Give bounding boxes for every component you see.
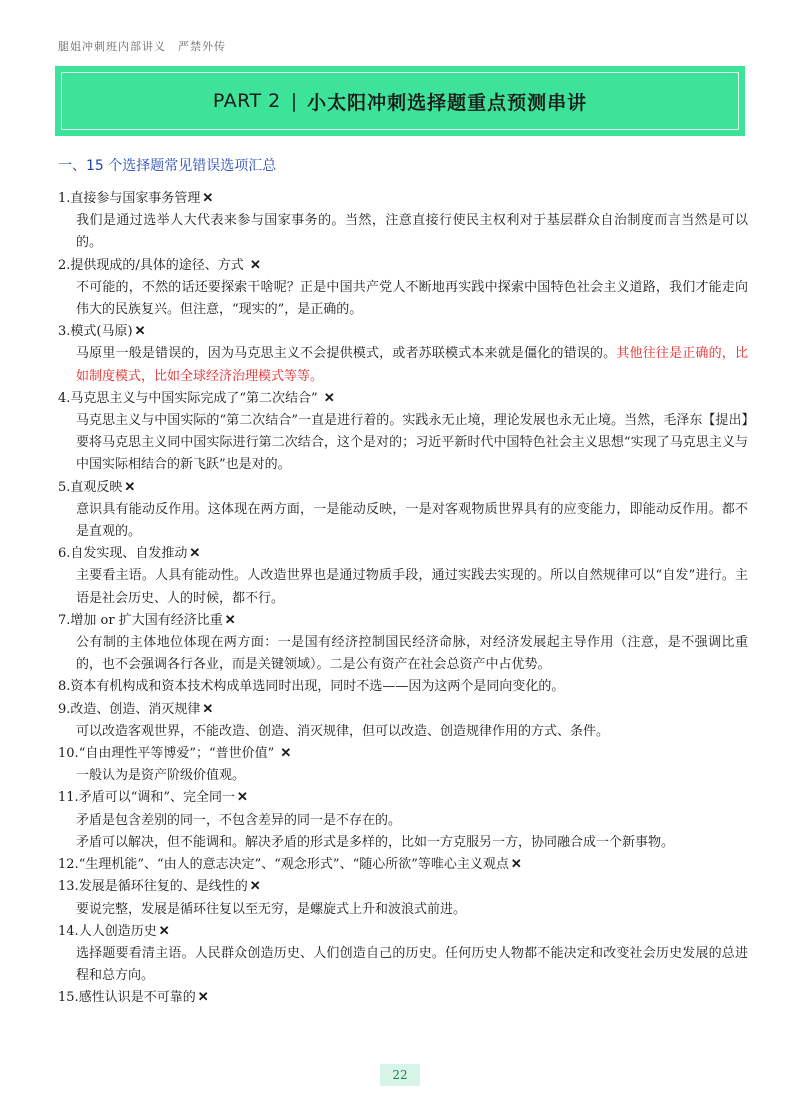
item-title bbox=[58, 987, 748, 1009]
list-item bbox=[58, 787, 748, 854]
item-body: 可以改造客观世界，不能改造、创造、消灭规律，但可以改造、创造规律作用的方式、条件。 bbox=[76, 723, 610, 739]
list-item bbox=[58, 743, 748, 787]
wrong-mark-icon: ✕ bbox=[280, 746, 292, 762]
wrong-mark-icon: ✕ bbox=[134, 324, 146, 340]
item-number: 2. bbox=[58, 257, 71, 273]
list-item bbox=[58, 321, 748, 388]
list-item bbox=[58, 876, 748, 920]
item-title bbox=[58, 743, 748, 765]
banner-part: PART 2 bbox=[212, 90, 281, 112]
wrong-mark-icon: ✕ bbox=[158, 923, 170, 939]
item-title-text: 感性认识是不可靠的 bbox=[78, 990, 196, 1006]
item-title-text: 人人创造历史 bbox=[78, 923, 157, 939]
list-item bbox=[58, 699, 748, 743]
page-number: 22 bbox=[380, 1064, 420, 1086]
wrong-mark-icon: ✕ bbox=[197, 990, 209, 1006]
item-number: 7. bbox=[58, 612, 71, 628]
item-title-text: 矛盾可以“调和”、完全同一 bbox=[78, 790, 235, 806]
wrong-mark-icon: ✕ bbox=[249, 879, 261, 895]
wrong-mark-icon: ✕ bbox=[236, 790, 248, 806]
section-heading: 一、15 个选择题常见错误选项汇总 bbox=[58, 158, 277, 174]
item-title-text: 自发实现、自发推动 bbox=[70, 546, 188, 562]
wrong-mark-icon: ✕ bbox=[249, 257, 261, 273]
item-body: 矛盾是包含差别的同一，不包含差异的同一是不存在的。 bbox=[76, 812, 402, 828]
item-number: 12. bbox=[58, 857, 79, 873]
item-number: 14. bbox=[58, 923, 79, 939]
item-number: 13. bbox=[58, 879, 79, 895]
item-body: 我们是通过选举人大代表来参与国家事务的。当然，注意直接行使民主权利对于基层群众自治制度而言当然是可以的。 bbox=[76, 213, 748, 251]
wrong-mark-icon: ✕ bbox=[323, 390, 335, 406]
list-item bbox=[58, 854, 748, 876]
item-body: 要说完整，发展是循环往复以至无穷，是螺旋式上升和波浪式前进。 bbox=[76, 901, 467, 917]
wrong-mark-icon: ✕ bbox=[189, 546, 201, 562]
item-body: 意识具有能动反作用。这体现在两方面，一是能动反映，一是对客观物质世界具有的应变能力，即能动反作用。都不是直观的。 bbox=[76, 501, 748, 540]
banner-separator: | bbox=[290, 90, 298, 112]
list-item bbox=[58, 188, 748, 255]
list-item bbox=[58, 388, 748, 477]
item-body: 一般认为是资产阶级价值观。 bbox=[76, 768, 246, 784]
highlight-text: 其他往往是正确的，比如制度模式，比如全球经济治理模式等等。 bbox=[76, 346, 748, 384]
item-body-text: 马原里一般是错误的，因为马克思主义不会提供模式，或者苏联模式本来就是僵化的错误的。 bbox=[76, 346, 617, 362]
item-title bbox=[58, 921, 748, 943]
part-banner bbox=[55, 66, 745, 136]
item-body: 公有制的主体地位体现在两方面：一是国有经济控制国民经济命脉，对经济发展起主导作用（注意，是不强调比重的，也不会强调各行各业，而是关键领域）。二是公有资产在社会总资产中占优势。 bbox=[76, 635, 748, 673]
wrong-mark-icon: ✕ bbox=[202, 191, 214, 206]
list-item bbox=[58, 676, 748, 698]
item-title bbox=[58, 255, 748, 277]
header-note: 腿姐冲刺班内部讲义 严禁外传 bbox=[58, 40, 226, 53]
item-body: 矛盾可以解决，但不能调和。解决矛盾的形式是多样的，比如一方克服另一方，协同融合成一个新事物。 bbox=[76, 834, 675, 850]
wrong-mark-icon: ✕ bbox=[510, 857, 522, 873]
list-item bbox=[58, 987, 748, 1009]
banner-inner bbox=[61, 72, 739, 130]
wrong-mark-icon: ✕ bbox=[124, 479, 136, 495]
item-title-text: 增加 or 扩大国有经济比重 bbox=[70, 612, 223, 628]
item-number: 11. bbox=[58, 790, 79, 806]
item-title bbox=[58, 477, 748, 499]
item-title-text: 资本有机构成和资本技术构成单选同时出现，同时不选——因为这两个是同向变化的。 bbox=[70, 679, 565, 695]
item-title bbox=[58, 876, 748, 898]
list-item bbox=[58, 610, 748, 677]
item-title-text: 改造、创造、消灭规律 bbox=[70, 701, 201, 717]
item-number: 4. bbox=[58, 390, 71, 406]
item-title bbox=[58, 676, 748, 698]
list-item bbox=[58, 543, 748, 610]
item-body bbox=[76, 343, 748, 387]
list-item bbox=[58, 921, 748, 988]
item-title-text: 直观反映 bbox=[70, 479, 123, 495]
item-title-text: 模式(马原) bbox=[70, 324, 133, 340]
list-item bbox=[58, 255, 748, 322]
item-number: 6. bbox=[58, 546, 71, 562]
item-number: 15. bbox=[58, 990, 79, 1006]
item-number: 1. bbox=[58, 191, 71, 206]
wrong-mark-icon: ✕ bbox=[202, 701, 214, 717]
list-item bbox=[58, 477, 748, 544]
item-number: 9. bbox=[58, 701, 71, 717]
item-body: 马克思主义与中国实际的“第二次结合”一直是进行着的。实践永无止境，理论发展也永无止境。当然，毛泽东【提出】要将马克思主义同中国实际进行第二次结合，这个是对的；习近平新时代中国特色社会主义思想“实现了马克思主义与中国实际相结合的新飞跃”也是对的。 bbox=[76, 413, 748, 473]
item-title-text: 马克思主义与中国实际完成了“第二次结合” bbox=[70, 390, 318, 406]
item-body: 选择题要看清主语。人民群众创造历史、人们创造自己的历史。任何历史人物都不能决定和改变社会历史发展的总进程和总方向。 bbox=[76, 945, 748, 984]
item-title-text: “自由理性平等博爱”；“普世价值” bbox=[78, 746, 275, 762]
item-title-text: 提供现成的/具体的途径、方式 bbox=[70, 257, 244, 273]
item-title bbox=[58, 543, 748, 565]
item-title bbox=[58, 188, 748, 210]
item-title bbox=[58, 787, 748, 809]
item-title bbox=[58, 321, 748, 343]
item-number: 5. bbox=[58, 479, 71, 495]
item-number: 3. bbox=[58, 324, 71, 340]
item-body: 不可能的，不然的话还要探索干啥呢？正是中国共产党人不断地再实践中探索中国特色社会主义道路，我们才能走向伟大的民族复兴。但注意，“现实的”，是正确的。 bbox=[76, 279, 748, 318]
wrong-mark-icon: ✕ bbox=[224, 612, 236, 628]
item-number: 10. bbox=[58, 746, 79, 762]
item-list bbox=[58, 188, 748, 1010]
item-title-text: 发展是循环往复的、是线性的 bbox=[78, 879, 248, 895]
item-body: 主要看主语。人具有能动性。人改造世界也是通过物质手段，通过实践去实现的。所以自然规律可以“自发”进行。主语是社会历史、人的时候，都不行。 bbox=[76, 568, 748, 606]
item-title-text: “生理机能”、“由人的意志决定”、“观念形式”、“随心所欲”等唯心主义观点 bbox=[78, 857, 509, 873]
item-number: 8. bbox=[58, 679, 71, 695]
item-title bbox=[58, 699, 748, 721]
item-title-text: 直接参与国家事务管理 bbox=[70, 191, 201, 206]
item-title bbox=[58, 854, 748, 876]
item-title bbox=[58, 610, 748, 632]
banner-title: 小太阳冲刺选择题重点预测串讲 bbox=[307, 91, 588, 114]
item-title bbox=[58, 388, 748, 410]
